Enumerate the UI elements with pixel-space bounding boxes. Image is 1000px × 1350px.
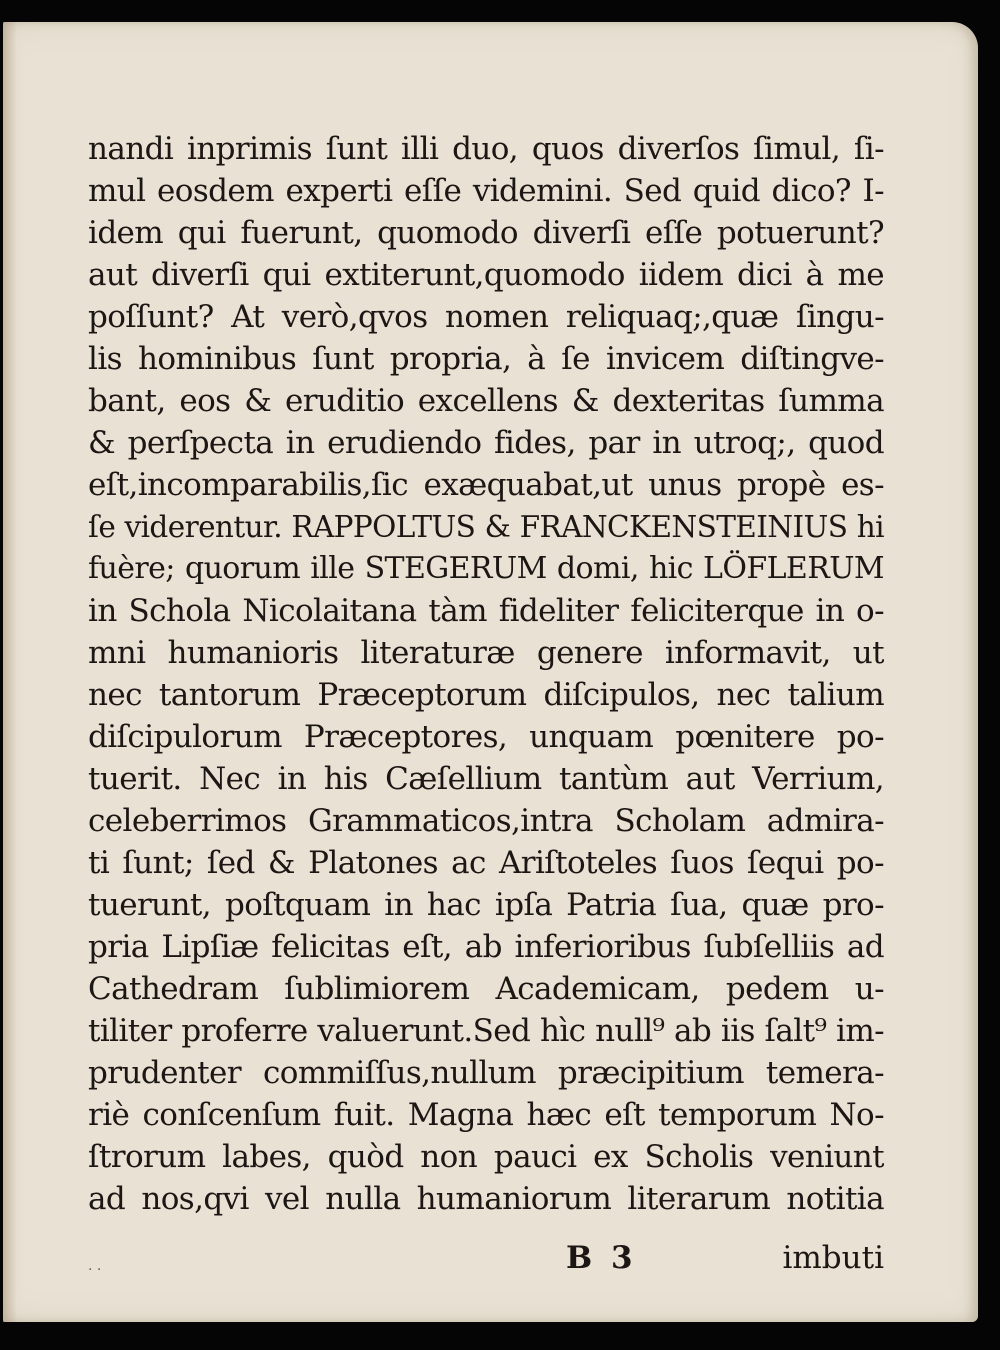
text-line: in Schola Nicolaitana tàm fideliter feliciterque in o- <box>88 593 884 629</box>
text-line: ſe viderentur. RAPPOLTUS & FRANCKENSTEINIUS hi <box>88 510 884 544</box>
text-line: aut diverſi qui extiterunt,quomodo iidem dici à me <box>88 257 884 293</box>
text-line: prudenter commiſſus,nullum præcipitium temera- <box>88 1055 884 1091</box>
text-line: bant, eos & eruditio excellens & dexteritas ſumma <box>88 383 884 419</box>
text-line: mul eosdem experti eſſe videmini. Sed quid dico? I- <box>88 173 884 209</box>
text-line: ti ſunt; ſed & Platones ac Ariſtoteles ſuos ſequi po- <box>88 845 884 881</box>
paper-specks: . . <box>88 1258 102 1274</box>
text-line: idem qui fuerunt, quomodo diverſi eſſe potuerunt? <box>88 215 884 251</box>
text-line: ſtrorum labes, quòd non pauci ex Scholis veniunt <box>88 1139 884 1175</box>
text-line: tuerit. Nec in his Cæſellium tantùm aut Verrium, <box>88 761 884 797</box>
text-line: celeberrimos Grammaticos,intra Scholam admira- <box>88 803 884 839</box>
text-line: fuère; quorum ille STEGERUM domi, hic LÖFLERUM <box>88 551 884 586</box>
signature-mark: B 3 <box>566 1240 637 1276</box>
text-line: pria Lipſiæ felicitas eſt, ab inferioribus ſubſelliis ad <box>88 929 884 965</box>
text-line: riè conſcenſum fuit. Magna hæc eſt temporum No- <box>88 1097 884 1133</box>
text-line: & perſpecta in erudiendo fides, par in utroq;, quod <box>88 425 884 461</box>
text-line: mni humanioris literaturæ genere informavit, ut <box>88 635 884 671</box>
spine-shadow <box>3 22 17 1322</box>
page-footer <box>88 1235 884 1281</box>
text-line: nandi inprimis ſunt illi duo, quos diverſos ſimul, ſi- <box>88 131 884 167</box>
catchword: imbuti <box>782 1240 884 1276</box>
text-line: tiliter proferre valuerunt.Sed hìc null⁹ ab iis ſalt⁹ im- <box>88 1013 884 1049</box>
text-line: lis hominibus ſunt propria, à ſe invicem diſtingve- <box>88 341 884 377</box>
text-line: tuerunt, poſtquam in hac ipſa Patria ſua, quæ pro- <box>88 887 884 923</box>
text-line: diſcipulorum Præceptores, unquam pœnitere po- <box>88 719 884 755</box>
text-line: poſſunt? At verò,qvos nomen reliquaq;,quæ ſingu- <box>88 299 884 335</box>
book-page <box>3 22 978 1322</box>
text-line: Cathedram ſublimiorem Academicam, pedem u- <box>88 971 884 1007</box>
body-text <box>88 128 884 1220</box>
text-line: ad nos,qvi vel nulla humaniorum literarum notitia <box>88 1181 884 1217</box>
text-line: nec tantorum Præceptorum diſcipulos, nec talium <box>88 677 884 713</box>
text-line: eſt,incomparabilis,ſic exæquabat,ut unus propè es- <box>88 467 884 503</box>
